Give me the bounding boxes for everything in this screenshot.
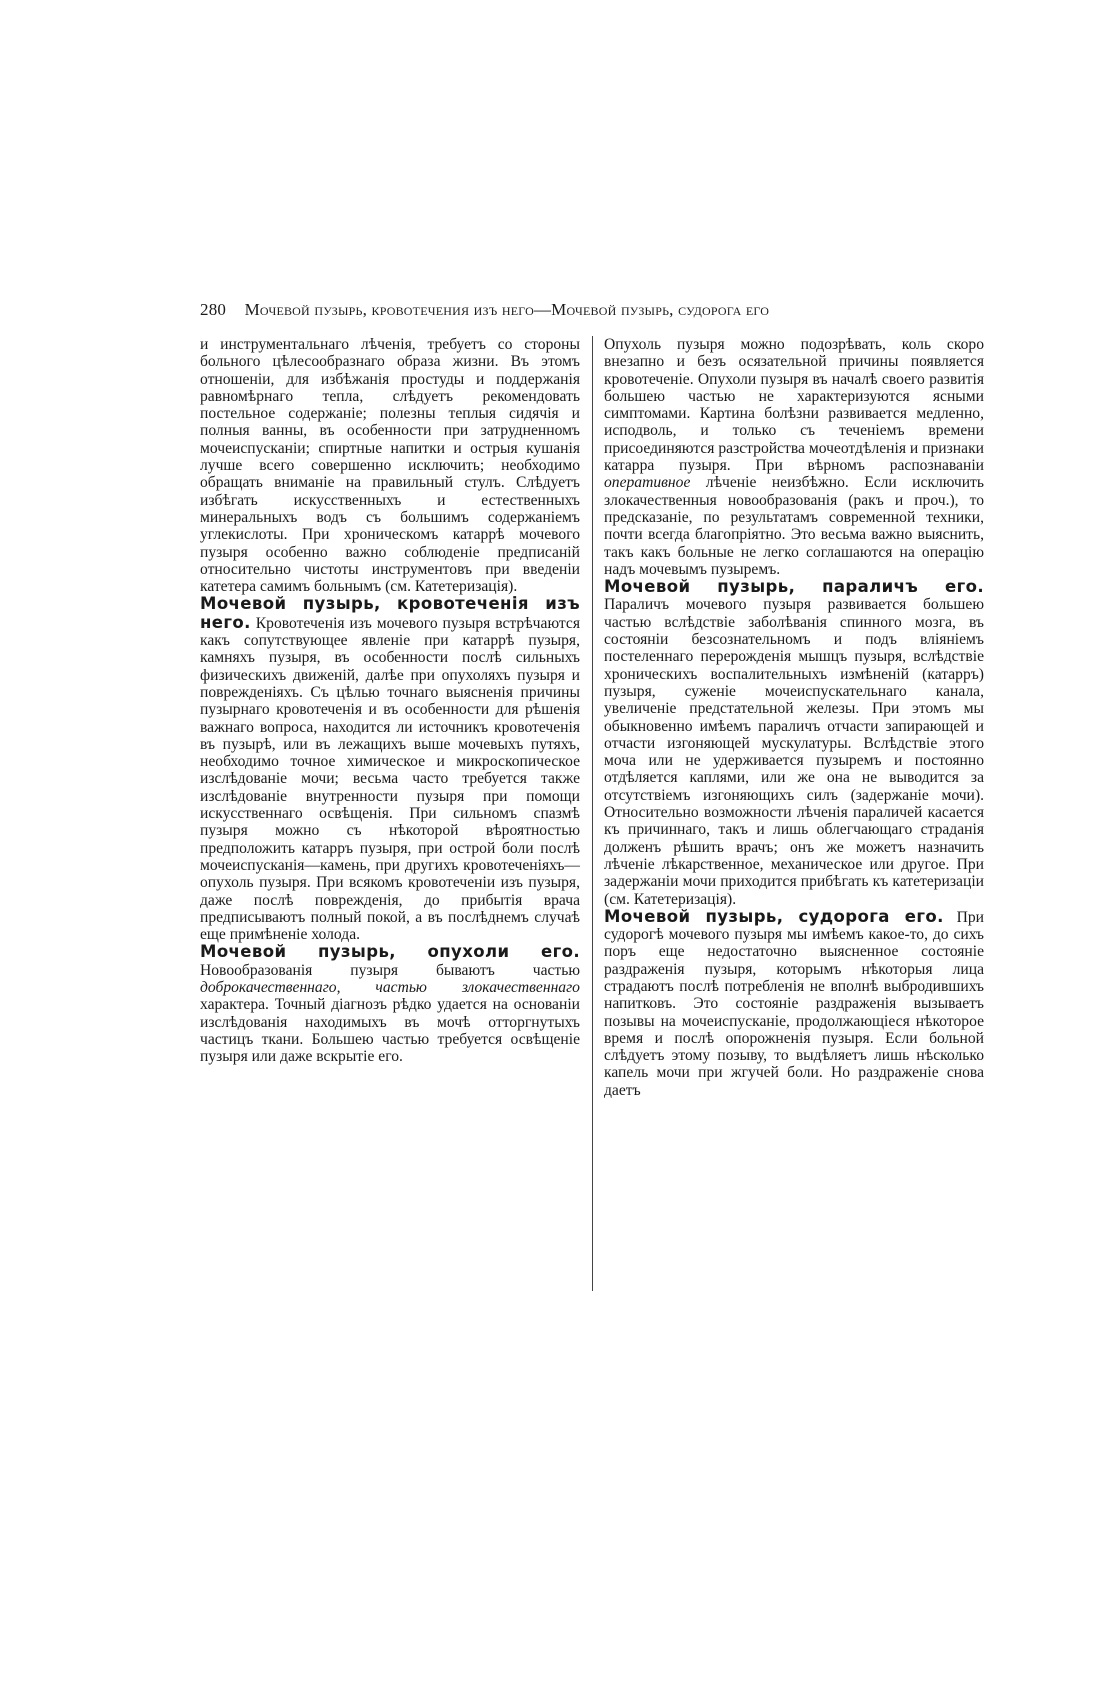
paragraph xyxy=(604,336,984,578)
page-number: 280 xyxy=(200,300,227,319)
section-text: характера. Точный діагнозъ рѣдко удается на основаніи изслѣдованія находимыхъ въ мочѣ отторгнутыхъ частицъ ткани. Большею частью требуется освѣщеніе пузыря или даже вскрытіе его. xyxy=(200,996,580,1066)
section-text: Опухоль пузыря можно подозрѣвать, коль скоро внезапно и безъ осязательной причины появляется кровотеченіе. Опухоли пузыря въ началѣ своего развитія большею частью не характеризуются ясными симптомами. Картина болѣзни развивается медленно, исподволь, и только съ теченіемъ времени присоединяются разстройства мочеотдѣленія и признаки катарра пузыря. При вѣрномъ распознаваніи xyxy=(604,336,984,475)
section-heading: Мочевой пузырь, параличъ его. xyxy=(604,577,984,597)
book-page xyxy=(200,300,990,1300)
column-divider xyxy=(592,336,593,1291)
paragraph: и инструментальнаго лѣченія, требуетъ со стороны больного цѣлесообразнаго образа жизни. Въ этомъ отношеніи, для избѣжанія простуды и поддержанія равномѣрнаго тепла, слѣдуетъ рекомендовать постельное содержаніе; полезны теплыя сидячія и полныя ванны, въ особенности при затрудненномъ мочеиспусканіи; спиртные напитки и острыя кушанія лучше всего совершенно исключить; необходимо обращать вниманіе на правильный стулъ. Слѣдуетъ избѣгать искусственныхъ и естественныхъ минеральныхъ водъ съ большимъ содержаніемъ углекислоты. При хроническомъ катаррѣ мочевого пузыря особенно важно соблюденіе предписаній относительно чистоты инструментовъ при введеніи катетера самимъ больнымъ (см. Катетеризація). xyxy=(200,336,580,596)
section-text: Новообразованія пузыря бываютъ частью xyxy=(200,961,580,979)
italic-term: доброкачественнаго, xyxy=(200,978,341,996)
italic-term: оперативное xyxy=(604,474,691,492)
running-title: Мочевой пузырь, кровотечения изъ него—Мочевой пузырь, судорога его xyxy=(244,300,770,319)
entry-bleeding xyxy=(200,595,580,943)
section-heading: Мочевой пузырь, кровотеченія изъ него. xyxy=(200,594,580,632)
entry-paralysis xyxy=(604,578,984,908)
italic-term: частью злокачественнаго xyxy=(375,978,580,996)
page-header xyxy=(200,300,990,326)
section-heading: Мочевой пузырь, опухоли его. xyxy=(200,942,580,962)
section-text: Параличъ мочевого пузыря развивается большею частью вслѣдствіе заболѣванія спинного мозга, въ состояніи безсознательномъ и подъ вліяніемъ постеленнаго перерожденія мышцъ пузыря, вслѣдствіе хроническихъ воспалительныхъ измѣненій (катарръ) пузыря, суженіе мочеиспускательнаго канала, увеличеніе предстательной железы. При этомъ мы обыкновенно имѣемъ параличъ отчасти запирающей и отчасти изгоняющей мускулатуры. Вслѣдствіе этого моча или не удерживается пузыремъ и постоянно отдѣляется каплями, или же она не выводится за отсутствіемъ изгоняющихъ силъ (задержаніе мочи). Относительно возможности лѣченія параличей касается къ причиннаго, такъ и лишь облегчающаго страданія долженъ рѣшить врачъ; онъ же можетъ назначить лѣченіе лѣкарственное, механическое или другое. При задержаніи мочи приходится прибѣгать къ катетеризаціи (см. Катетеризація). xyxy=(604,596,984,908)
section-text: Кровотеченія изъ мочевого пузыря встрѣчаются какъ сопутствующее явленіе при катаррѣ пузыря, камняхъ пузыря, въ особенности послѣ сильныхъ физическихъ движеній, далѣе при опухоляхъ пузыря и поврежденіяхъ. Съ цѣлью точнаго выясненія причины пузырнаго кровотеченія и въ особенности для рѣшенія важнаго вопроса, находится ли источникъ кровотеченія въ пузырѣ, или въ лежащихъ выше мочевыхъ путяхъ, необходимо точное химическое и микроскопическое изслѣдованіе мочи; весьма часто требуется также изслѣдованіе внутренности пузыря при помощи искусственнаго освѣщенія. При сильномъ спазмѣ пузыря можно съ нѣкоторой вѣроятностью предположить катарръ пузыря, при острой боли послѣ мочеиспусканія—камень, при другихъ кровотеченіяхъ—опухоль пузыря. При всякомъ кровотеченіи изъ пузыря, даже послѣ поврежденія, до прибытія врача предписываютъ полный покой, а въ послѣднемъ случаѣ еще примѣненіе холода. xyxy=(200,614,580,944)
section-heading: Мочевой пузырь, судорога его. xyxy=(604,906,944,926)
entry-spasm xyxy=(604,908,984,1099)
right-column xyxy=(604,336,984,1296)
section-text: При судорогѣ мочевого пузыря мы имѣемъ какое-то, до сихъ поръ еще недостаточно выясненное состояніе раздраженія пузыря, которымъ нѣкоторыя лица страдаютъ послѣ потребленія не вполнѣ выбродившихъ напитковъ. Это состояніе раздраженія вызываетъ позывы на мочеиспусканіе, продолжающіеся нѣкоторое время и послѣ опорожненія пузыря. Если больной слѣдуетъ этому позыву, то выдѣляетъ лишь нѣсколько капель мочи при жгучей боли. Но раздраженіе снова даетъ xyxy=(604,908,984,1099)
left-column xyxy=(200,336,580,1296)
section-text: лѣченіе неизбѣжно. Если исключить злокачественныя новообразованія (ракъ и проч.), то предсказаніе, по результатамъ современной техники, почти всегда благопріятно. Это весьма важно выяснить, такъ какъ больные не легко соглашаются на операцію надъ мочевымъ пузыремъ. xyxy=(604,474,984,578)
entry-tumors xyxy=(200,943,580,1065)
